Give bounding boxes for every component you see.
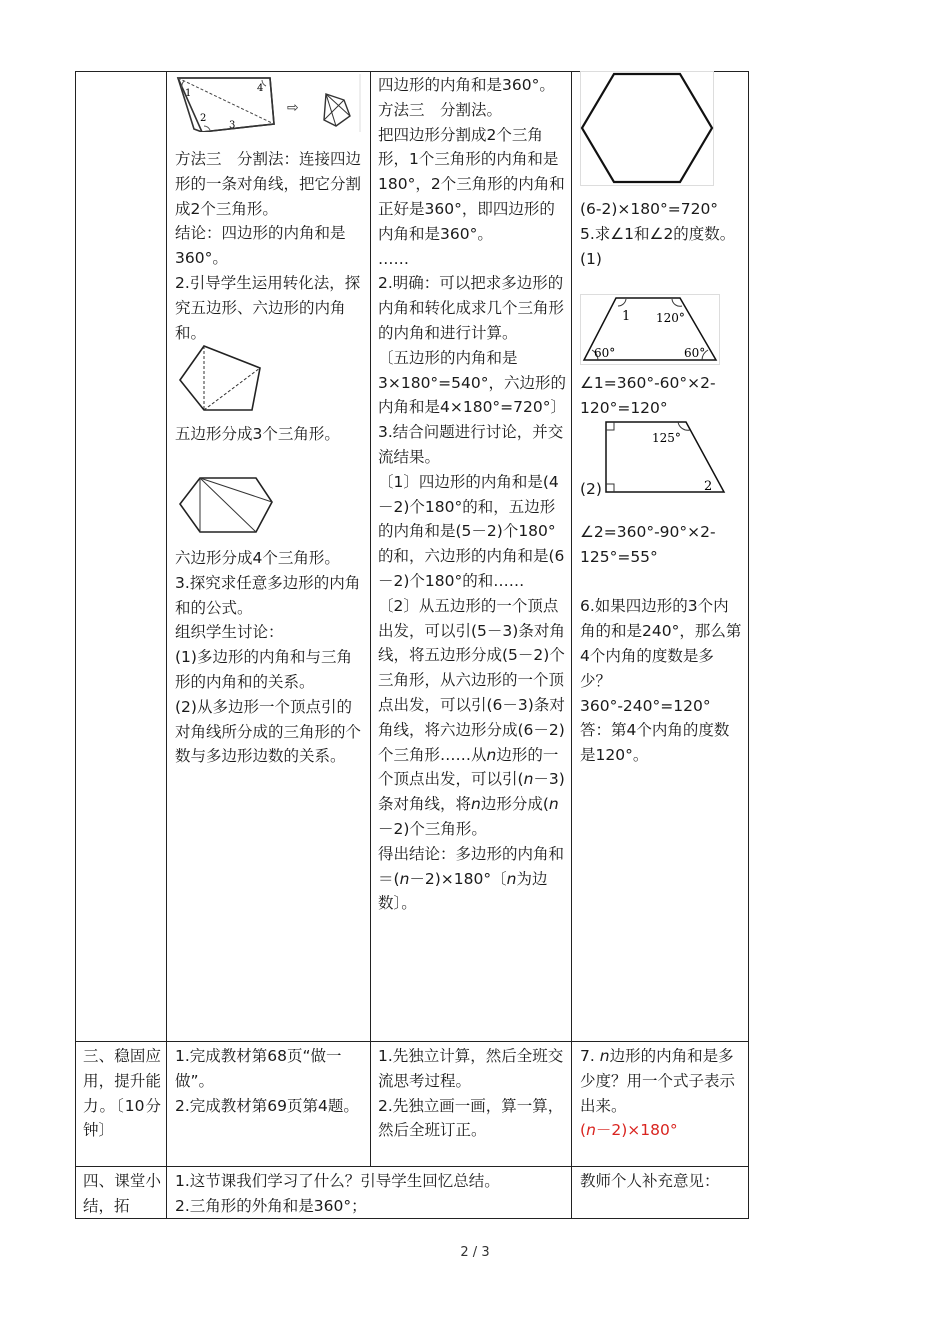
- discuss-text: 3.结合问题进行讨论，并交流结果。: [378, 423, 564, 466]
- spacer: [580, 570, 744, 595]
- row3-teacher: [175, 1044, 365, 1118]
- q7-prefix: 7.: [580, 1047, 595, 1065]
- var-n: n: [486, 745, 497, 764]
- var-n: n: [548, 795, 559, 814]
- part2-label: (2): [580, 480, 602, 498]
- angle-1-label: 1: [622, 309, 631, 324]
- hexa-caption: 六边形分成4个三角形。: [175, 549, 340, 567]
- right-trapezoid-figure: [602, 418, 728, 496]
- answer1-text: 〔1〕四边形的内角和是(4－2)个180°的和，五边形的内角和是(5－2)个180°的和，六边形的内角和是(6－2)个180°的和……: [378, 472, 565, 590]
- formula-part-c: 为边数〕。: [378, 869, 548, 913]
- conclusion-text: 结论：四边形的内角和是360°。: [175, 224, 346, 268]
- col-divider-1: [166, 71, 167, 1219]
- angle-60-left-label: 60°: [594, 346, 616, 360]
- clarify-text: 2.明确：可以把求多边形的内角和转化成求几个三角形的内角和进行计算。: [378, 274, 565, 342]
- penta-caption: 五边形分成3个三角形。: [175, 425, 340, 443]
- question5-text: 5.求∠1和∠2的度数。: [580, 224, 736, 243]
- angle-120-label: 120°: [656, 311, 685, 325]
- quad-sum-text: 四边形的内角和是360°。: [378, 76, 555, 94]
- quad-split-figure: [174, 74, 364, 132]
- answer2-part-e: －2)个三角形。: [378, 819, 487, 838]
- angle-60-right-label: 60°: [684, 346, 706, 360]
- answer7-text: [580, 1118, 744, 1143]
- question2-text: (2)从多边形一个顶点引的对角线所分成的三角形的个数与多边形边数的关系。: [175, 697, 362, 766]
- answer1-cell: [580, 371, 744, 421]
- q7-body: 边形的内角和是多少度？用一个式子表示出来。: [580, 1047, 736, 1115]
- angle-125-label: 125°: [652, 431, 681, 445]
- pentagon-figure: [176, 344, 266, 414]
- penta-caption-cell: [175, 422, 363, 447]
- var-n: n: [506, 869, 517, 888]
- row3-stage: [83, 1044, 161, 1143]
- student1-text: 1.先独立计算，然后全班交流思考过程。: [378, 1047, 564, 1090]
- table-left-border: [75, 71, 76, 1219]
- split-explanation: 把四边形分割成2个三角形，1个三角形的内角和是180°，2个三角形的内角和正好是360°，即四边形的内角和是360°。: [378, 125, 565, 243]
- stage3-text: 三、稳固应用，提升能力。〔10分钟〕: [83, 1047, 161, 1140]
- formula-part-a: 得出结论：多边形的内角和＝(: [378, 844, 565, 888]
- answer6-text: 答：第4个内角的度数是120°。: [580, 721, 730, 765]
- row-divider-2: [75, 1166, 749, 1167]
- var-n: n: [586, 1121, 596, 1140]
- answer2-text: [378, 594, 566, 842]
- student2-text: 2.先独立画一画，算一算，然后全班订正。: [378, 1096, 564, 1140]
- col2-text-bottom: [175, 546, 363, 769]
- conclusion-formula: [378, 842, 566, 916]
- hexagon-figure: [176, 474, 276, 536]
- col4-text-bottom: [580, 520, 744, 768]
- col2-text-top: [175, 147, 363, 345]
- explore-text: 3.探究求任意多边形的内角和的公式。: [175, 573, 361, 617]
- summary2-text: 2.三角形的外角和是360°；: [175, 1196, 367, 1215]
- ans7-open: (: [580, 1121, 587, 1140]
- answer1: ∠1=360°-60°×2-120°=120°: [580, 374, 716, 417]
- ans7-rest: －2)×180°: [595, 1121, 678, 1140]
- col-divider-3: [571, 71, 572, 1219]
- summary1-text: 1.这节课我们学习了什么？引导学生回忆总结。: [175, 1172, 500, 1190]
- row3-student: [378, 1044, 568, 1143]
- task1-text: 1.完成教材第68页“做一做”。: [175, 1047, 342, 1090]
- stage4-text: 四、课堂小结，拓: [83, 1172, 161, 1215]
- answer2-part-b: 边形的一个顶点出发，可以引(: [378, 745, 559, 789]
- table-right-border: [748, 71, 749, 1219]
- var-n: n: [399, 869, 410, 888]
- task2-text: 2.完成教材第69页第4题。: [175, 1096, 359, 1115]
- angle-2-label: 2: [704, 479, 713, 494]
- angle-label-1: 1: [185, 88, 192, 99]
- question1-text: (1)多边形的内角和与三角形的内角和的关系。: [175, 648, 352, 691]
- answer6-calc: 360°-240°=120°: [580, 696, 711, 715]
- row4-stage: [83, 1169, 161, 1219]
- row4-summary: [175, 1169, 567, 1219]
- hexagon-calc: (6-2)×180°=720°: [580, 200, 719, 218]
- col-divider-2: [370, 71, 371, 1167]
- method3-short: 方法三 分割法。: [378, 100, 503, 119]
- col4-text-top: [580, 197, 744, 271]
- answer2-part-a: 〔2〕从五边形的一个顶点出发，可以引(5－3)条对角线，将五边形分成(5－2)个三角形，从六边形的一个顶点出发，可以引(6－3)条对角线，将六边形分成(6－2)个三角形……从: [378, 596, 565, 764]
- angle-label-4: 4: [257, 83, 264, 94]
- answer2-part-d: 边形分成(: [480, 795, 549, 814]
- teacher-note-label: 教师个人补充意见：: [580, 1172, 720, 1190]
- var-n: n: [523, 770, 534, 789]
- angle-label-3: 3: [229, 120, 236, 131]
- answer2-part-c: －3)条对角线，将: [378, 770, 565, 814]
- question6-text: 6.如果四边形的3个内角的和是240°，那么第4个内角的度数是多少？: [580, 597, 742, 690]
- row3-exercise: [580, 1044, 744, 1143]
- row-divider-1: [75, 1041, 749, 1042]
- var-n: n: [599, 1047, 610, 1065]
- arrow-icon: ⇨: [287, 100, 299, 116]
- question7-text: [580, 1044, 744, 1118]
- col3-text: [378, 73, 566, 916]
- page-number: 2 / 3: [460, 1245, 490, 1260]
- part2-label-cell: [580, 477, 610, 502]
- method3-text: 方法三 分割法：连接四边形的一条对角线，把它分割成2个三角形。: [175, 150, 362, 218]
- formula-part-b: －2)×180°〔: [409, 869, 507, 888]
- row4-note: [580, 1169, 744, 1194]
- part1-label: (1): [580, 249, 602, 268]
- guide-text: 2.引导学生运用转化法，探究五边形、六边形的内角和。: [175, 273, 361, 342]
- trapezoid-figure: [580, 294, 720, 366]
- answer2: ∠2=360°-90°×2-125°=55°: [580, 523, 716, 566]
- angle-label-2: 2: [200, 113, 207, 124]
- organize-text: 组织学生讨论：: [175, 623, 284, 642]
- penta-hexa-sum: 〔五边形的内角和是3×180°=540°，六边形的内角和是4×180°=720°〕: [378, 348, 567, 417]
- hexagon-exercise-figure: [580, 71, 714, 187]
- ellipsis: ……: [378, 249, 409, 268]
- var-n: n: [471, 795, 481, 814]
